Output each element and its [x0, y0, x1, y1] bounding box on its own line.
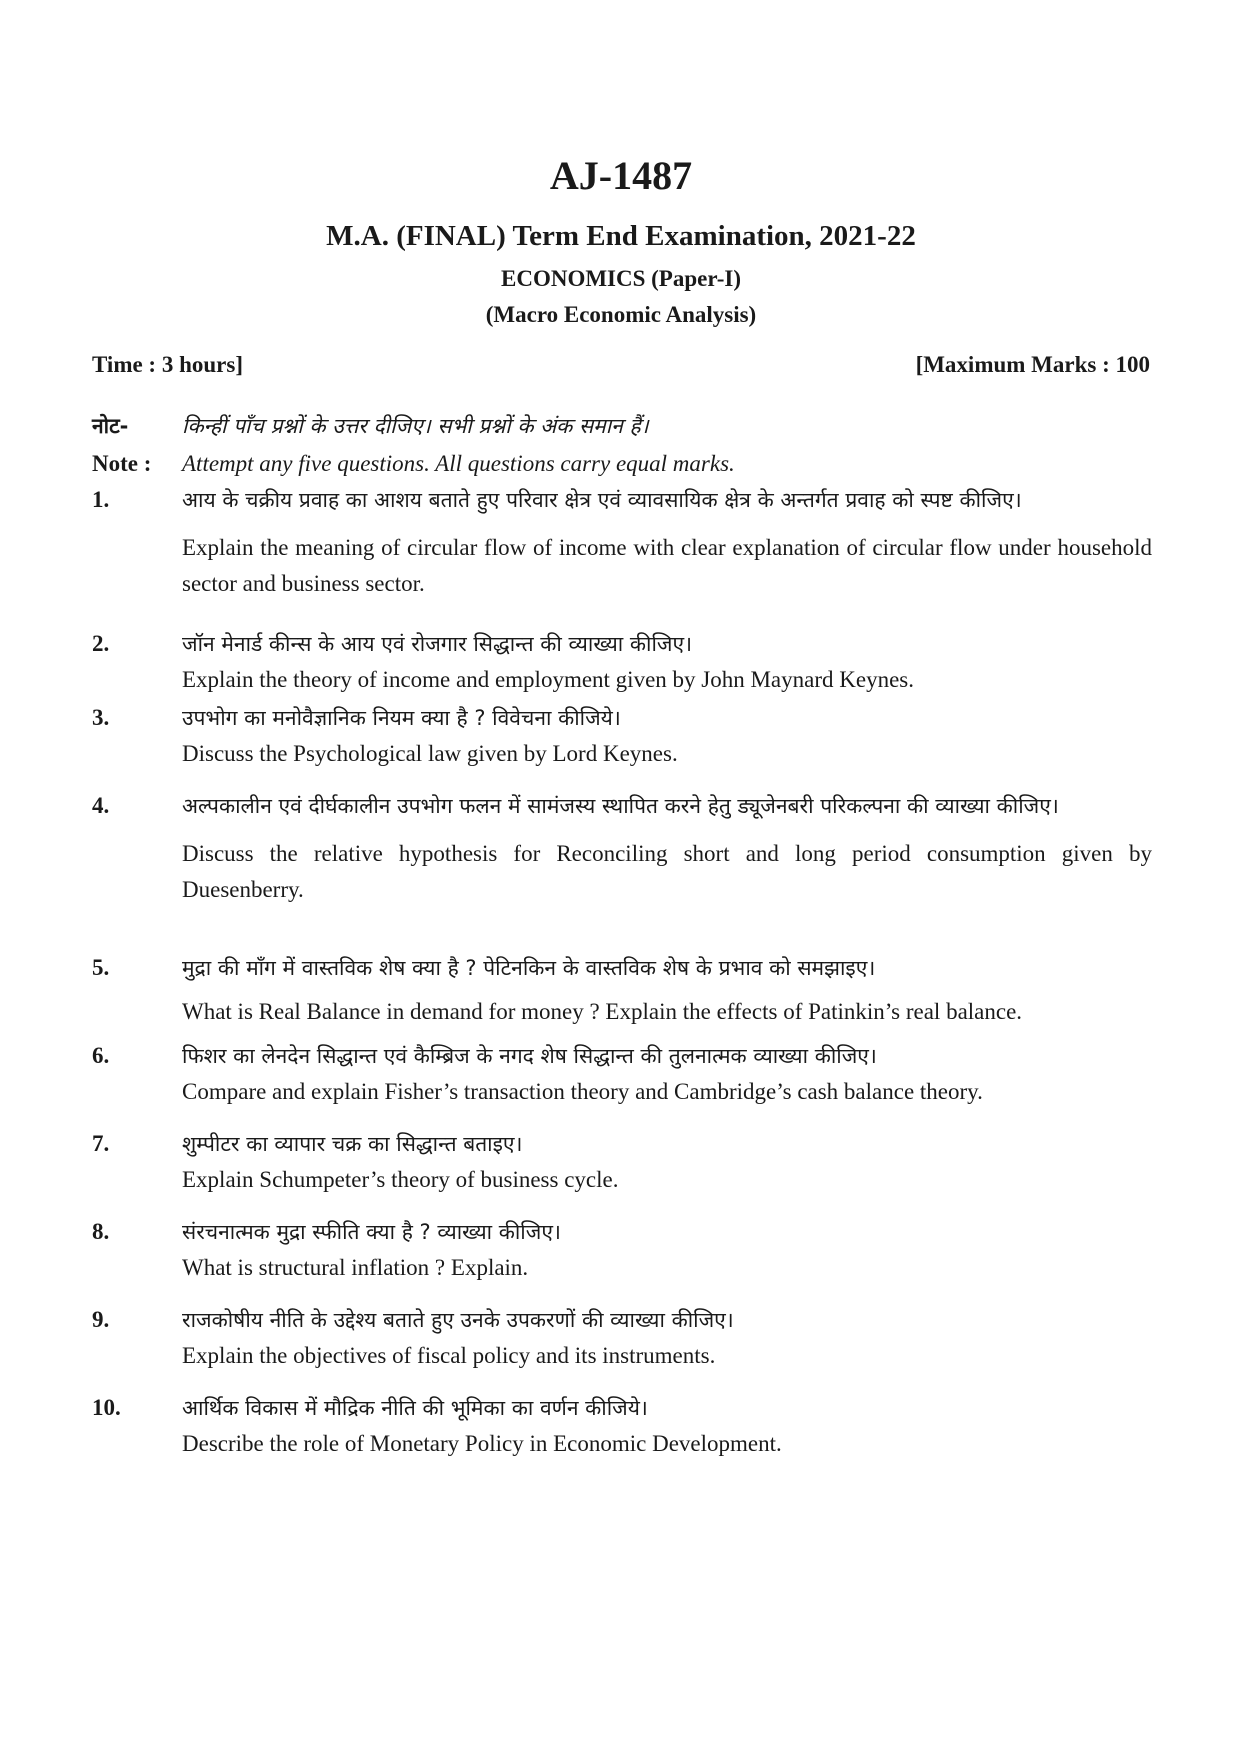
- question-english: Compare and explain Fisher’s transaction theory and Cambridge’s cash balance theory.: [182, 1079, 983, 1104]
- question-number: 4.: [92, 793, 110, 818]
- question-english: Explain Schumpeter’s theory of business cycle.: [182, 1167, 619, 1192]
- question-1: [92, 482, 1152, 602]
- note-hindi: [92, 408, 1152, 444]
- paper-subtitle: (Macro Economic Analysis): [485, 302, 757, 327]
- question-6: [92, 1038, 1152, 1110]
- question-hindi: अल्पकालीन एवं दीर्घकालीन उपभोग फलन में सामंजस्य स्थापित करने हेतु ड्यूजेनबरी परिकल्पना की व्याख्या कीजिए।: [182, 794, 1059, 818]
- question-english: Discuss the Psychological law given by Lord Keynes.: [182, 741, 678, 766]
- question-9: [92, 1302, 1152, 1374]
- question-number: 9.: [92, 1307, 110, 1332]
- question-hindi: मुद्रा की माँग में वास्तविक शेष क्या है ? पेटिनकिन के वास्तविक शेष के प्रभाव को समझाइए।: [182, 956, 876, 980]
- note-hindi-label: नोट-: [92, 414, 129, 438]
- paper-code: AJ-1487: [549, 153, 693, 198]
- note-hindi-text: किन्हीं पाँच प्रश्नों के उत्तर दीजिए। सभी प्रश्नों के अंक समान हैं।: [182, 414, 649, 438]
- question-hindi: उपभोग का मनोवैज्ञानिक नियम क्या है ? विवेचना कीजिये।: [182, 706, 621, 730]
- question-english: Explain the meaning of circular flow of income with clear explanation of circular flow under household sector and business sector.: [182, 535, 1152, 596]
- question-number: 7.: [92, 1131, 110, 1156]
- question-number: 6.: [92, 1043, 110, 1068]
- subject-title: ECONOMICS (Paper-I): [501, 266, 741, 291]
- question-number: 8.: [92, 1219, 110, 1244]
- question-hindi: फिशर का लेनदेन सिद्धान्त एवं कैम्ब्रिज के नगद शेष सिद्धान्त की तुलनात्मक व्याख्या कीजिए।: [182, 1044, 877, 1068]
- exam-title: M.A. (FINAL) Term End Examination, 2021-22: [326, 220, 916, 252]
- maximum-marks: [Maximum Marks : 100: [915, 352, 1150, 377]
- note-english-label: Note :: [92, 451, 152, 476]
- question-hindi: संरचनात्मक मुद्रा स्फीति क्या है ? व्याख्या कीजिए।: [182, 1220, 561, 1244]
- question-number: 3.: [92, 705, 110, 730]
- question-hindi: राजकोषीय नीति के उद्देश्य बताते हुए उनके उपकरणों की व्याख्या कीजिए।: [182, 1308, 734, 1332]
- note-english-text: Attempt any five questions. All questions carry equal marks.: [182, 451, 735, 476]
- note-english: [92, 446, 1152, 482]
- question-hindi: जॉन मेनार्ड कीन्स के आय एवं रोजगार सिद्धान्त की व्याख्या कीजिए।: [182, 632, 693, 656]
- question-3: [92, 700, 1152, 772]
- question-english: What is structural inflation ? Explain.: [182, 1255, 529, 1280]
- question-2: [92, 626, 1152, 698]
- question-5: [92, 950, 1152, 1030]
- question-english: What is Real Balance in demand for money ? Explain the effects of Patinkin’s real balance.: [182, 999, 1023, 1024]
- question-number: 2.: [92, 631, 110, 656]
- question-4: [92, 788, 1152, 908]
- question-english: Discuss the relative hypothesis for Reconciling short and long period consumption given by Duesenberry.: [182, 841, 1152, 902]
- question-english: Explain the objectives of fiscal policy and its instruments.: [182, 1343, 716, 1368]
- question-10: [92, 1390, 1152, 1462]
- question-hindi: शुम्पीटर का व्यापार चक्र का सिद्धान्त बताइए।: [182, 1132, 523, 1156]
- question-7: [92, 1126, 1152, 1198]
- time-allowed: Time : 3 hours]: [92, 352, 243, 377]
- question-number: 10.: [92, 1395, 121, 1420]
- question-english: Explain the theory of income and employment given by John Maynard Keynes.: [182, 667, 914, 692]
- question-hindi: आर्थिक विकास में मौद्रिक नीति की भूमिका का वर्णन कीजिये।: [182, 1396, 648, 1420]
- question-number: 5.: [92, 955, 110, 980]
- question-8: [92, 1214, 1152, 1286]
- question-english: Describe the role of Monetary Policy in Economic Development.: [182, 1431, 782, 1456]
- question-number: 1.: [92, 487, 110, 512]
- question-hindi: आय के चक्रीय प्रवाह का आशय बताते हुए परिवार क्षेत्र एवं व्यावसायिक क्षेत्र के अन्तर्गत प्रवाह को स्पष्ट कीजिए।: [182, 488, 1022, 512]
